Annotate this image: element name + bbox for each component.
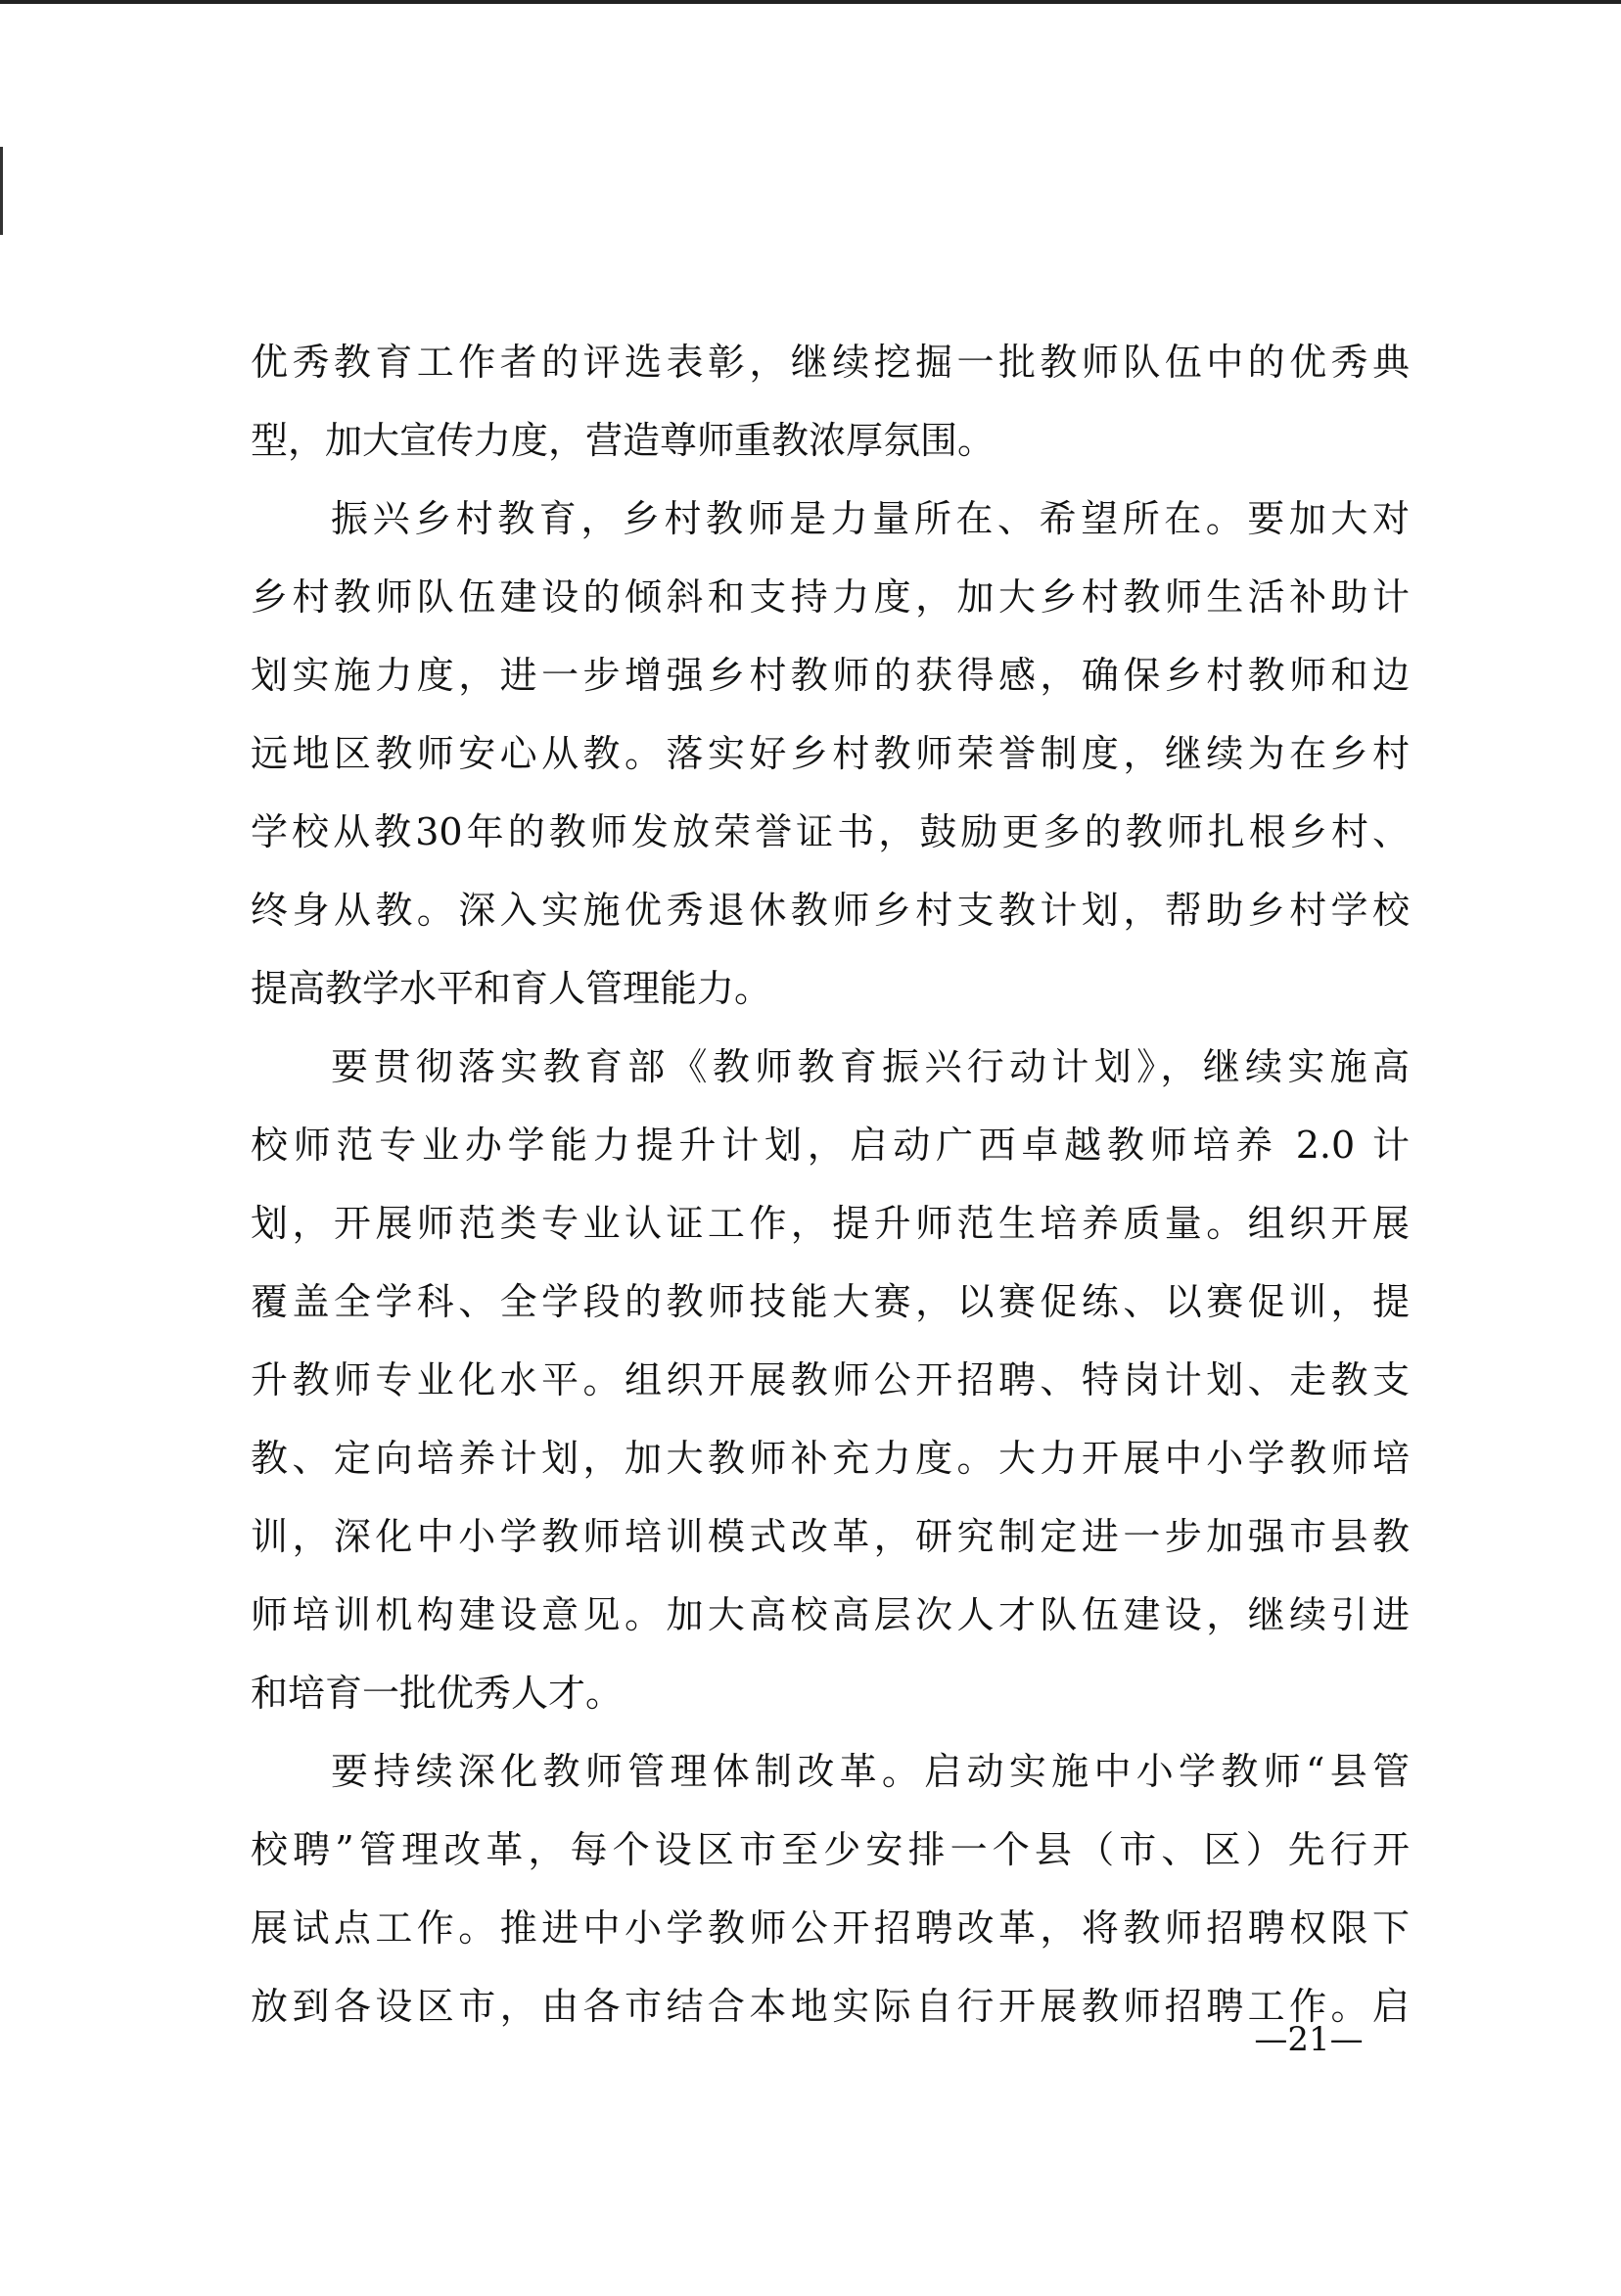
text-line: 放到各设区市，由各市结合本地实际自行开展教师招聘工作。启 <box>251 1985 1410 2028</box>
text-line: 振兴乡村教育，乡村教师是力量所在、希望所在。要加大对 <box>331 497 1410 540</box>
text-line: 展试点工作。推进中小学教师公开招聘改革，将教师招聘权限下 <box>251 1906 1410 1950</box>
text-line: 终身从教。深入实施优秀退休教师乡村支教计划，帮助乡村学校 <box>251 889 1410 932</box>
text-line: 训，深化中小学教师培训模式改革，研究制定进一步加强市县教 <box>251 1515 1410 1558</box>
text-line: 升教师专业化水平。组织开展教师公开招聘、特岗计划、走教支 <box>251 1358 1410 1401</box>
text-line: 型，加大宣传力度，营造尊师重教浓厚氛围。 <box>251 419 996 462</box>
text-line: 和培育一批优秀人才。 <box>251 1672 624 1715</box>
scan-edge-left <box>0 147 3 235</box>
text-line: 要贯彻落实教育部《教师教育振兴行动计划》，继续实施高 <box>331 1045 1410 1088</box>
text-line: 覆盖全学科、全学段的教师技能大赛，以赛促练、以赛促训，提 <box>251 1280 1410 1323</box>
page-number: —21— <box>1254 2020 1364 2059</box>
scan-edge-top <box>0 0 1621 4</box>
document-body <box>251 343 1410 2065</box>
text-line: 划，开展师范类专业认证工作，提升师范生培养质量。组织开展 <box>251 1202 1410 1245</box>
text-line: 师培训机构建设意见。加大高校高层次人才队伍建设，继续引进 <box>251 1593 1410 1636</box>
text-line: 学校从教30年的教师发放荣誉证书，鼓励更多的教师扎根乡村、 <box>251 810 1410 853</box>
text-line: 提高教学水平和育人管理能力。 <box>251 967 772 1010</box>
text-line: 划实施力度，进一步增强乡村教师的获得感，确保乡村教师和边 <box>251 654 1410 697</box>
text-line: 优秀教育工作者的评选表彰，继续挖掘一批教师队伍中的优秀典 <box>251 341 1410 384</box>
text-line: 校师范专业办学能力提升计划，启动广西卓越教师培养 2.0 计 <box>251 1124 1410 1167</box>
text-line: 乡村教师队伍建设的倾斜和支持力度，加大乡村教师生活补助计 <box>251 575 1410 619</box>
text-line: 要持续深化教师管理体制改革。启动实施中小学教师“县管 <box>331 1750 1410 1793</box>
text-line: 教、定向培养计划，加大教师补充力度。大力开展中小学教师培 <box>251 1437 1410 1480</box>
text-line: 远地区教师安心从教。落实好乡村教师荣誉制度，继续为在乡村 <box>251 732 1410 775</box>
text-line: 校聘”管理改革，每个设区市至少安排一个县（市、区）先行开 <box>251 1828 1410 1871</box>
